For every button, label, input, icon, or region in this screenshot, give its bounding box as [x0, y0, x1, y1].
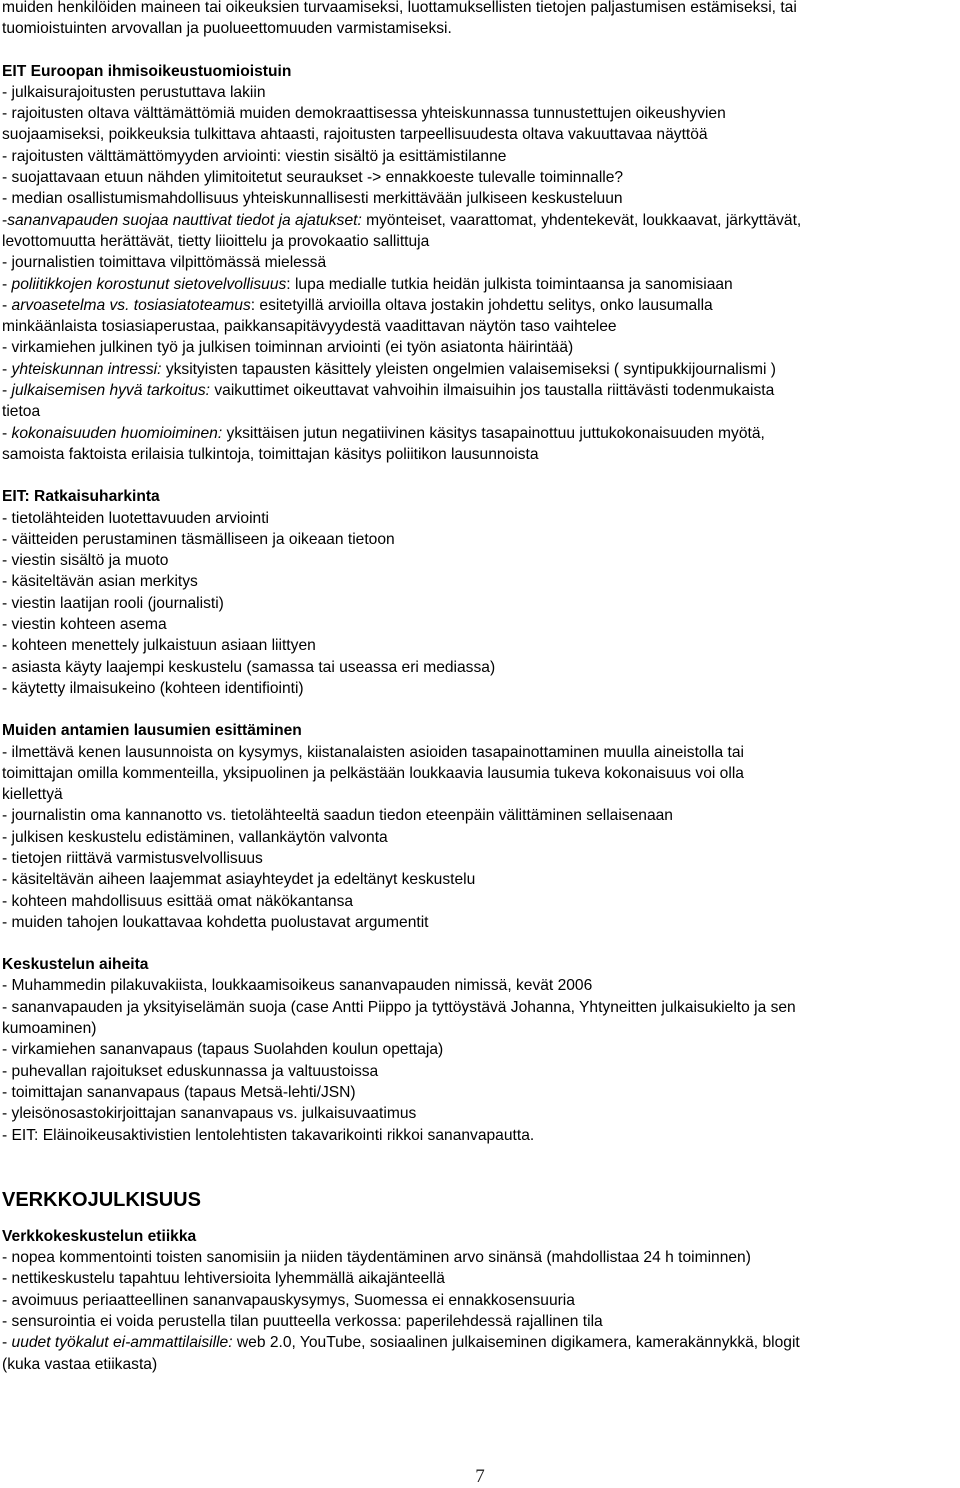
text-line: minkäänlaista tosiasiaperustaa, paikkansapitävyydestä vaadittavan näytön taso vaihtelee [2, 318, 617, 336]
text-line [2, 423, 957, 444]
text-rest: : esitetyillä arvioilla oltava jostakin johdettu selitys, onko lausumalla [250, 296, 713, 314]
text-rest: yksittäisen jutun negatiivinen käsitys tasapainottuu juttukokonaisuuden myötä, [222, 424, 765, 442]
text-prefix: - [2, 382, 12, 400]
section-heading: EIT Euroopan ihmisoikeustuomioistuin [2, 62, 292, 80]
text-line: samoista faktoista erilaisia tulkintoja, toimittajan käsitys poliitikon lausunnoista [2, 445, 539, 463]
text-line [2, 210, 957, 231]
text-line: - virkamiehen sananvapaus (tapaus Suolahden koulun opettaja) [2, 1041, 444, 1059]
text-line: - nettikeskustelu tapahtuu lehtiversioita lyhemmällä aikajänteellä [2, 1270, 445, 1288]
document-page [2, 0, 957, 1375]
emphasis-text: yhteiskunnan intressi: [11, 360, 162, 378]
text-line [2, 295, 957, 316]
list-item: - viestin sisältö ja muoto [2, 552, 169, 570]
text-line: - ilmettävä kenen lausunnoista on kysymys, kiistanalaisten asioiden tasapainottaminen muulla aineistolla tai [2, 743, 744, 761]
section-eit [2, 61, 957, 466]
text-line: - kohteen mahdollisuus esittää omat näkökantansa [2, 892, 354, 910]
section-heading: Keskustelun aiheita [2, 956, 149, 974]
section-ratkaisuharkinta [2, 486, 957, 699]
text-line: - toimittajan sananvapaus (tapaus Metsä-lehti/JSN) [2, 1083, 356, 1101]
section-verkkojulkisuus [2, 1188, 957, 1375]
text-line [2, 274, 957, 295]
list-item: - väitteiden perustaminen täsmälliseen ja oikeaan tietoon [2, 530, 395, 548]
text-prefix: - [2, 211, 8, 229]
text-line: - julkisen keskustelu edistäminen, vallankäytön valvonta [2, 828, 388, 846]
text-line: - muiden tahojen loukattavaa kohdetta puolustavat argumentit [2, 913, 429, 931]
emphasis-text: julkaisemisen hyvä tarkoitus: [11, 382, 211, 400]
text-line: suojaamiseksi, poikkeuksia tulkittava ahtaasti, rajoitusten tarpeellisuudesta oltava vakuuttavaa näyttöä [2, 126, 708, 144]
section-heading: Verkkokeskustelun etiikka [2, 1227, 197, 1245]
text-rest: vaikuttimet oikeuttavat vahvoihin ilmaisuihin jos taustalla riittävästi todenmukaista [210, 382, 775, 400]
list-item: - tietolähteiden luotettavuuden arviointi [2, 509, 270, 527]
list-item: - kohteen menettely julkaistuun asiaan liittyen [2, 637, 316, 655]
text-line: - puhevallan rajoitukset eduskunnassa ja valtuustoissa [2, 1062, 379, 1080]
list-item: - viestin kohteen asema [2, 616, 167, 634]
text-line: - journalistin oma kannanotto vs. tietolähteeltä saadun tiedon eteenpäin välittäminen sellaisenaan [2, 807, 673, 825]
text-line: - journalistien toimittava vilpittömässä mielessä [2, 254, 327, 272]
text-prefix: - [2, 296, 12, 314]
text-line [2, 359, 957, 380]
text-line: kumoaminen) [2, 1020, 97, 1038]
text-line: - virkamiehen julkinen työ ja julkisen toiminnan arviointi (ei työn asiatonta häirintää) [2, 339, 574, 357]
text-line: - EIT: Eläinoikeusaktivistien lentolehtisten takavarikointi rikkoi sananvapautta. [2, 1126, 535, 1144]
text-line: (kuka vastaa etiikasta) [2, 1355, 158, 1373]
text-line: - Muhammedin pilakuvakiista, loukkaamisoikeus sananvapauden nimissä, kevät 2006 [2, 977, 593, 995]
page-number: 7 [475, 1466, 485, 1487]
emphasis-text: uudet työkalut ei-ammattilaisille: [11, 1334, 233, 1352]
text-line: tietoa [2, 403, 41, 421]
text-line: - julkaisurajoitusten perustuttava lakiin [2, 83, 266, 101]
text-line: - rajoitusten välttämättömyyden arviointi: viestin sisältö ja esittämistilanne [2, 147, 507, 165]
text-line: - sensurointia ei voida perustella tilan puutteella verkossa: paperilehdessä rajallinen tila [2, 1313, 603, 1331]
list-item: - käsiteltävän asian merkitys [2, 573, 198, 591]
text-line: - rajoitusten oltava välttämättömiä muiden demokraattisessa yhteiskunnassa tunnustettujen oikeushyvien [2, 105, 726, 123]
chapter-title: VERKKOJULKISUUS [2, 1188, 201, 1211]
text-line: - sananvapauden ja yksityiselämän suoja (case Antti Piippo ja tyttöystävä Johanna, Yhtyneitten julkaisukielto ja sen [2, 998, 796, 1016]
list-item: - viestin laatijan rooli (journalisti) [2, 594, 224, 612]
text-line: - yleisönosastokirjoittajan sananvapaus vs. julkaisuvaatimus [2, 1105, 417, 1123]
list-item: - asiasta käyty laajempi keskustelu (samassa tai useassa eri mediassa) [2, 658, 496, 676]
section-lausumat [2, 720, 957, 933]
text-line: - suojattavaan etuun nähden ylimitoitetut seuraukset -> ennakkoeste tulevalle toiminnalle? [2, 169, 624, 187]
text-line: kiellettyä [2, 786, 63, 804]
text-line: toimittajan omilla kommenteilla, yksipuolinen ja pelkästään loukkaavia lausumia tukeva kokonaisuus voi olla [2, 764, 744, 782]
text-line: - median osallistumismahdollisuus yhteiskunnallisesti merkittävään julkiseen keskusteluun [2, 190, 623, 208]
text-line [2, 380, 957, 401]
text-prefix: - [2, 360, 12, 378]
emphasis-text: arvoasetelma vs. tosiasiatoteamus [11, 296, 251, 314]
text-line: - avoimuus periaatteellinen sananvapauskysymys, Suomessa ei ennakkosensuuria [2, 1291, 575, 1309]
text-rest: : lupa medialle tutkia heidän julkista toimintaansa ja sanomisiaan [286, 275, 733, 293]
text-line [2, 1332, 957, 1353]
section-keskustelun-aiheita [2, 954, 957, 1146]
text-rest: myönteiset, vaarattomat, yhdentekevät, loukkaavat, järkyttävät, [361, 211, 802, 229]
emphasis-text: sananvapauden suojaa nauttivat tiedot ja ajatukset: [7, 211, 362, 229]
text-line: - nopea kommentointi toisten sanomisiin ja niiden täydentäminen arvo sinänsä (mahdollistaa 24 h toiminnen) [2, 1249, 751, 1267]
emphasis-text: kokonaisuuden huomioiminen: [11, 424, 223, 442]
text-rest: yksityisten tapausten käsittely yleisten ongelmien valaisemiseksi ( syntipukkijournalismi ) [161, 360, 776, 378]
intro-line: muiden henkilöiden maineen tai oikeuksien turvaamiseksi, luottamuksellisten tietojen paljastumisen estämiseksi, tai [2, 0, 797, 16]
text-rest: web 2.0, YouTube, sosiaalinen julkaiseminen digikamera, kamerakännykkä, blogit [232, 1334, 800, 1352]
list-item: - käytetty ilmaisukeino (kohteen identifiointi) [2, 679, 304, 697]
text-prefix: - [2, 1334, 12, 1352]
section-heading: EIT: Ratkaisuharkinta [2, 488, 160, 506]
text-prefix: - [2, 424, 12, 442]
emphasis-text: poliitikkojen korostunut sietovelvollisuus [11, 275, 287, 293]
intro-line: tuomioistuinten arvovallan ja puolueettomuuden varmistamiseksi. [2, 20, 452, 38]
text-line: levottomuutta herättävät, tietty liioittelu ja provokaatio sallittuja [2, 232, 430, 250]
text-prefix: - [2, 275, 12, 293]
text-line: - käsiteltävän aiheen laajemmat asiayhteydet ja edeltänyt keskustelu [2, 871, 476, 889]
section-heading: Muiden antamien lausumien esittäminen [2, 722, 302, 740]
text-line: - tietojen riittävä varmistusvelvollisuus [2, 849, 263, 867]
